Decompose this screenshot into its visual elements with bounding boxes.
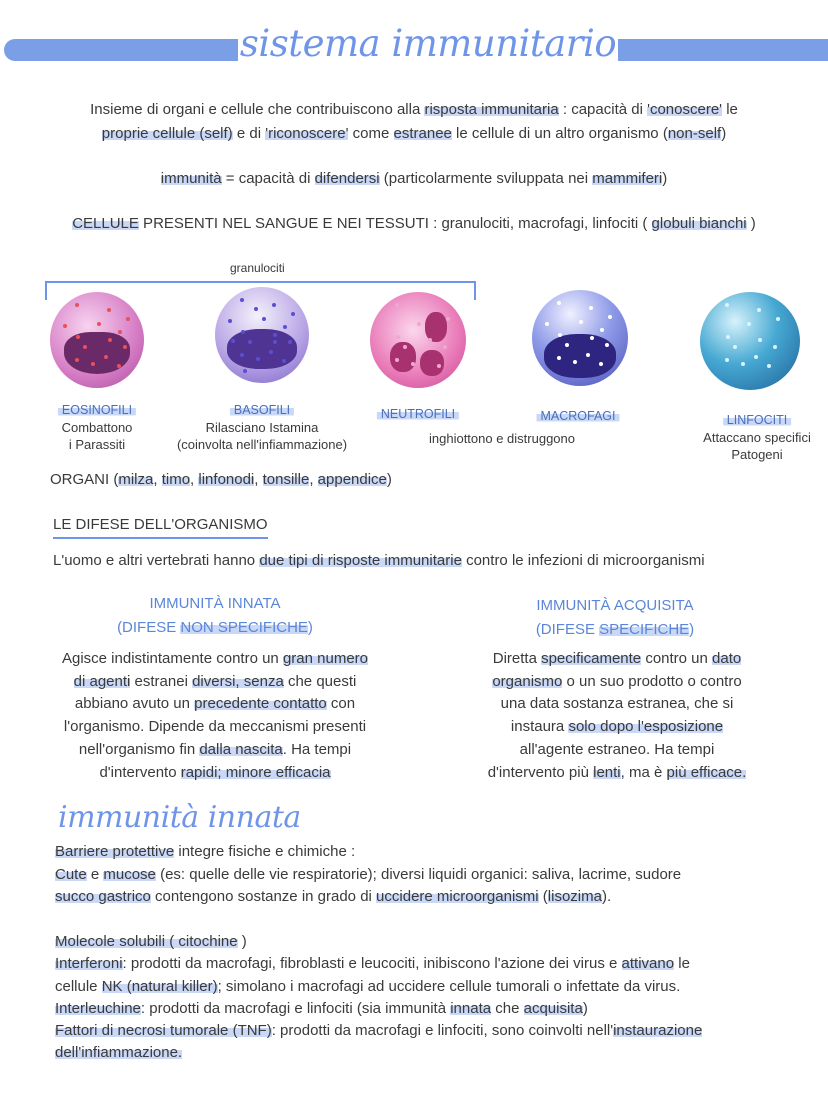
text-segment: che [491, 999, 524, 1017]
granule-dot [117, 364, 121, 368]
text-segment: = capacità di [221, 170, 315, 187]
text-segment: ORGANI ( [50, 471, 119, 488]
phagocyte-description: inghiottono e distruggono [428, 431, 576, 446]
granule-dot [108, 338, 112, 342]
granule-dot [395, 358, 399, 362]
highlighted-text: proprie cellule (self) [101, 125, 233, 142]
eosinofilo-illustration [50, 292, 144, 388]
text-line [55, 864, 681, 887]
text-segment: all'agente estraneo. Ha tempi [519, 740, 715, 758]
text-line [53, 552, 705, 569]
granule-dot [75, 303, 79, 307]
granule-dot [243, 369, 247, 373]
text-segment: (DIFESE [117, 619, 181, 636]
text-segment: Insieme di organi e cellule che contribuiscono alla [90, 101, 425, 118]
granule-dot [254, 307, 258, 311]
granule-dot [767, 364, 771, 368]
highlighted-text: mucose [103, 865, 156, 883]
highlighted-text: gran numero [282, 650, 369, 667]
highlighted-text: innata [450, 999, 492, 1017]
granule-dot [240, 298, 244, 302]
highlighted-text: NK (natural killer) [101, 977, 218, 995]
granule-dot [545, 322, 549, 326]
highlighted-text: milza [118, 471, 154, 488]
text-segment: contro le infezioni di microorganismi [461, 552, 705, 569]
granule-dot [758, 338, 762, 342]
granule-dot [590, 336, 594, 340]
text-segment: ). [601, 888, 612, 906]
text-line [422, 671, 812, 694]
granule-dot [726, 335, 730, 339]
text-segment: , [254, 471, 263, 488]
macrofago-illustration [532, 290, 628, 386]
text-segment: : prodotti da macrofagi e linfociti (sia immunità [140, 999, 451, 1017]
text-line [55, 976, 702, 998]
granule-dot [282, 359, 286, 363]
granule-dot [118, 330, 122, 334]
highlighted-text: organismo [492, 672, 563, 690]
highlighted-text: Barriere protettive [55, 843, 175, 860]
granule-dot [565, 343, 569, 347]
highlighted-text: Fattori di necrosi tumorale (TNF) [55, 1022, 272, 1040]
intro-paragraph [0, 98, 828, 146]
text-segment: , [190, 471, 199, 488]
highlighted-text: lisozima [547, 888, 602, 906]
highlighted-text: due tipi di risposte immunitarie [259, 552, 462, 569]
highlighted-text: NON SPECIFICHE [180, 619, 308, 636]
cell-label-neutrofili [377, 405, 459, 423]
highlighted-text: estranee [393, 125, 452, 142]
text-segment: : prodotti da macrofagi, fibroblasti e leucociti, inibiscono l'azione dei virus e [122, 955, 622, 973]
cell-label-basofili [177, 401, 347, 453]
acquisita-body [422, 648, 812, 784]
highlighted-text: Molecole solubili ( citochine [55, 933, 238, 950]
granule-dot [272, 303, 276, 307]
text-segment: ) [386, 471, 392, 488]
granule-dot [291, 312, 295, 316]
text-segment: instaura [510, 718, 569, 736]
text-segment: , ma è [620, 763, 667, 781]
highlighted-text: diversi, senza [192, 672, 284, 690]
granule-dot [97, 322, 101, 326]
cell-desc: i Parassiti [68, 437, 126, 452]
text-segment: Diretta [492, 650, 542, 667]
highlighted-text: SPECIFICHE [599, 621, 690, 638]
granule-dot [443, 345, 447, 349]
text-segment: (particolarmente sviluppata nei [379, 170, 593, 187]
text-line [422, 739, 812, 762]
highlighted-text: precedente contatto [194, 695, 327, 713]
text-line [20, 616, 410, 640]
text-segment: l'organismo. Dipende da meccanismi presenti [63, 718, 367, 736]
basofilo-illustration [215, 287, 309, 383]
immunita-definition [0, 170, 828, 187]
text-line [420, 594, 810, 618]
difese-line [53, 552, 705, 569]
highlighted-text: specificamente [541, 650, 642, 667]
text-segment: cellule [55, 977, 102, 995]
highlighted-text: globuli bianchi [651, 215, 747, 232]
granule-dot [557, 356, 561, 360]
highlighted-text: uccidere microorganismi [376, 888, 539, 906]
granule-dot [776, 317, 780, 321]
text-line [422, 693, 812, 716]
granule-dot [754, 355, 758, 359]
granule-dot [557, 301, 561, 305]
text-segment: , [309, 471, 318, 488]
cellule-line [0, 215, 828, 232]
granule-dot [75, 358, 79, 362]
highlighted-text: dato [712, 650, 742, 667]
granule-dot [741, 362, 745, 366]
granule-dot [248, 340, 252, 344]
text-segment: estranei [130, 672, 193, 690]
barriere-paragraph [55, 841, 681, 909]
granule-dot [599, 362, 603, 366]
granule-dot [600, 328, 604, 332]
highlighted-text: dell'infiammazione. [55, 1044, 183, 1062]
text-line [422, 648, 812, 671]
cell-name: LINFOCITI [723, 413, 791, 427]
text-line [55, 886, 681, 909]
innata-section-title: immunità innata [58, 800, 301, 835]
highlighted-text: dalla nascita [199, 740, 283, 758]
text-line [55, 953, 702, 975]
innata-body [20, 648, 410, 784]
text-segment: integre fisiche e chimiche : [174, 843, 356, 860]
highlighted-text: instaurazione [613, 1022, 703, 1040]
innata-heading [20, 592, 410, 640]
text-line [20, 648, 410, 671]
granule-dot [437, 364, 441, 368]
granule-dot [396, 335, 400, 339]
text-segment: : capacità di [558, 101, 648, 118]
text-line [20, 693, 410, 716]
granule-dot [428, 338, 432, 342]
text-line [420, 618, 810, 642]
highlighted-text: attivano [621, 955, 675, 973]
text-line [55, 931, 702, 953]
granule-dot [589, 306, 593, 310]
granule-dot [608, 315, 612, 319]
cell-name: BASOFILI [230, 403, 294, 417]
neutrofilo-illustration [370, 292, 466, 388]
text-segment: ) [662, 170, 668, 187]
text-segment: ) [307, 619, 313, 636]
granule-dot [256, 357, 260, 361]
text-line [55, 841, 681, 864]
text-segment: contengono sostanze in grado di [150, 888, 377, 906]
granule-dot [240, 353, 244, 357]
text-line [422, 762, 812, 785]
text-line [20, 716, 410, 739]
linfocito-illustration [700, 292, 800, 390]
text-segment: (es: quelle delle vie respiratorie); diversi liquidi organici: saliva, lacrime, sudore [155, 865, 682, 883]
granule-dot [262, 317, 266, 321]
highlighted-text: acquisita [523, 999, 583, 1017]
highlighted-text: difendersi [314, 170, 380, 187]
granule-dot [573, 360, 577, 364]
text-segment: ) [237, 933, 247, 950]
highlighted-text: 'conoscere' [647, 101, 723, 118]
granule-dot [725, 303, 729, 307]
cell-desc: Rilasciano Istamina [205, 420, 319, 435]
text-segment: (DIFESE [535, 621, 600, 638]
granule-dot [91, 362, 95, 366]
granule-dot [228, 319, 232, 323]
highlighted-text: di agenti [73, 672, 131, 690]
difese-heading: LE DIFESE DELL'ORGANISMO [53, 516, 268, 539]
title-bar-left [4, 39, 260, 61]
cell-name: EOSINOFILI [58, 403, 136, 417]
cell-desc: (coinvolta nell'infiammazione) [176, 437, 348, 452]
text-segment: come [348, 125, 394, 142]
cell-desc: Attaccano specifici [703, 430, 811, 445]
text-segment: Agisce indistintamente contro un [61, 650, 283, 667]
text-segment: : prodotti da macrofagi e linfociti, sono coinvolti nell' [271, 1022, 614, 1040]
granule-dot [395, 303, 399, 307]
text-line [0, 215, 828, 232]
text-segment: contro un [641, 650, 713, 667]
text-segment: d'intervento più [487, 763, 594, 781]
text-segment: IMMUNITÀ ACQUISITA [536, 597, 694, 614]
text-segment: ) [582, 999, 588, 1017]
text-line [20, 592, 410, 616]
granule-dot [747, 322, 751, 326]
cell-desc: Combattono [61, 420, 133, 435]
highlighted-text: non-self [667, 125, 722, 142]
granule-dot [411, 362, 415, 366]
granule-dot [83, 345, 87, 349]
text-segment: IMMUNITÀ INNATA [149, 595, 281, 612]
text-segment: . Ha tempi [282, 740, 352, 758]
cell-name: NEUTROFILI [377, 407, 459, 421]
text-line [50, 471, 392, 488]
highlighted-text: tonsille [262, 471, 310, 488]
acquisita-heading [420, 594, 810, 642]
text-line [20, 739, 410, 762]
text-segment: le cellule di un altro organismo ( [451, 125, 668, 142]
highlighted-text: lenti [593, 763, 621, 781]
granule-dot [273, 333, 277, 337]
granule-dot [126, 317, 130, 321]
text-segment: e di [232, 125, 266, 142]
text-segment: ) [689, 621, 695, 638]
text-segment: o un suo prodotto o contro [562, 672, 742, 690]
cell-label-linfociti [703, 411, 811, 463]
highlighted-text: Cute [55, 865, 87, 883]
text-segment: ( [538, 888, 548, 906]
text-segment: d'intervento [99, 763, 181, 781]
highlighted-text: CELLULE [72, 215, 139, 232]
text-segment: ) [746, 215, 756, 232]
page-title: sistema immunitario [239, 22, 617, 65]
cell-label-macrofagi [536, 407, 619, 425]
highlighted-text: linfonodi [198, 471, 255, 488]
molecole-paragraph [55, 931, 702, 1065]
highlighted-text: solo dopo l'esposizione [568, 718, 724, 736]
text-line [55, 1042, 702, 1064]
text-segment: nell'organismo fin [78, 740, 200, 758]
organi-line [50, 471, 392, 488]
granule-dot [757, 308, 761, 312]
highlighted-text: timo [161, 471, 191, 488]
granulociti-label: granulociti [230, 261, 285, 275]
highlighted-text: risposta immunitaria [424, 101, 559, 118]
text-line [0, 122, 828, 146]
granule-dot [725, 358, 729, 362]
text-segment: ) [721, 125, 727, 142]
highlighted-text: Interferoni [55, 955, 123, 973]
text-segment: , [153, 471, 162, 488]
granule-dot [733, 345, 737, 349]
granule-dot [63, 324, 67, 328]
text-segment: con [326, 695, 356, 713]
text-segment: PRESENTI NEL SANGUE E NEI TESSUTI : granulociti, macrofagi, linfociti ( [138, 215, 652, 232]
highlighted-text: immunità [160, 170, 222, 187]
text-segment: le [674, 955, 690, 973]
highlighted-text: Interleuchine [55, 999, 141, 1017]
granule-dot [403, 345, 407, 349]
cell-name: MACROFAGI [536, 409, 619, 423]
granule-dot [579, 320, 583, 324]
text-segment: ; simolano i macrofagi ad uccidere cellule tumorali o infettate da virus. [217, 977, 681, 995]
granule-dot [283, 325, 287, 329]
text-line [0, 98, 828, 122]
text-line [20, 671, 410, 694]
text-segment: che questi [283, 672, 357, 690]
highlighted-text: rapidi; minore efficacia [180, 763, 331, 781]
text-line [55, 1020, 702, 1042]
text-segment: L'uomo e altri vertebrati hanno [53, 552, 260, 569]
highlighted-text: 'riconoscere' [265, 125, 349, 142]
highlighted-text: succo gastrico [55, 888, 151, 906]
granule-dot [446, 317, 450, 321]
title-bar-right [593, 39, 828, 61]
granule-dot [107, 308, 111, 312]
text-segment: le [722, 101, 738, 118]
text-segment: e [86, 865, 104, 883]
highlighted-text: appendice [317, 471, 387, 488]
text-line [422, 716, 812, 739]
granule-dot [773, 345, 777, 349]
text-segment: abbiano avuto un [74, 695, 195, 713]
cell-label-eosinofili [58, 401, 136, 453]
text-line [20, 762, 410, 785]
granule-dot [417, 322, 421, 326]
text-segment: una data sostanza estranea, che si [500, 695, 734, 713]
text-line [55, 998, 702, 1020]
text-line [0, 170, 828, 187]
highlighted-text: mammiferi [592, 170, 663, 187]
highlighted-text: più efficace. [666, 763, 747, 781]
cell-desc: Patogeni [731, 447, 783, 462]
